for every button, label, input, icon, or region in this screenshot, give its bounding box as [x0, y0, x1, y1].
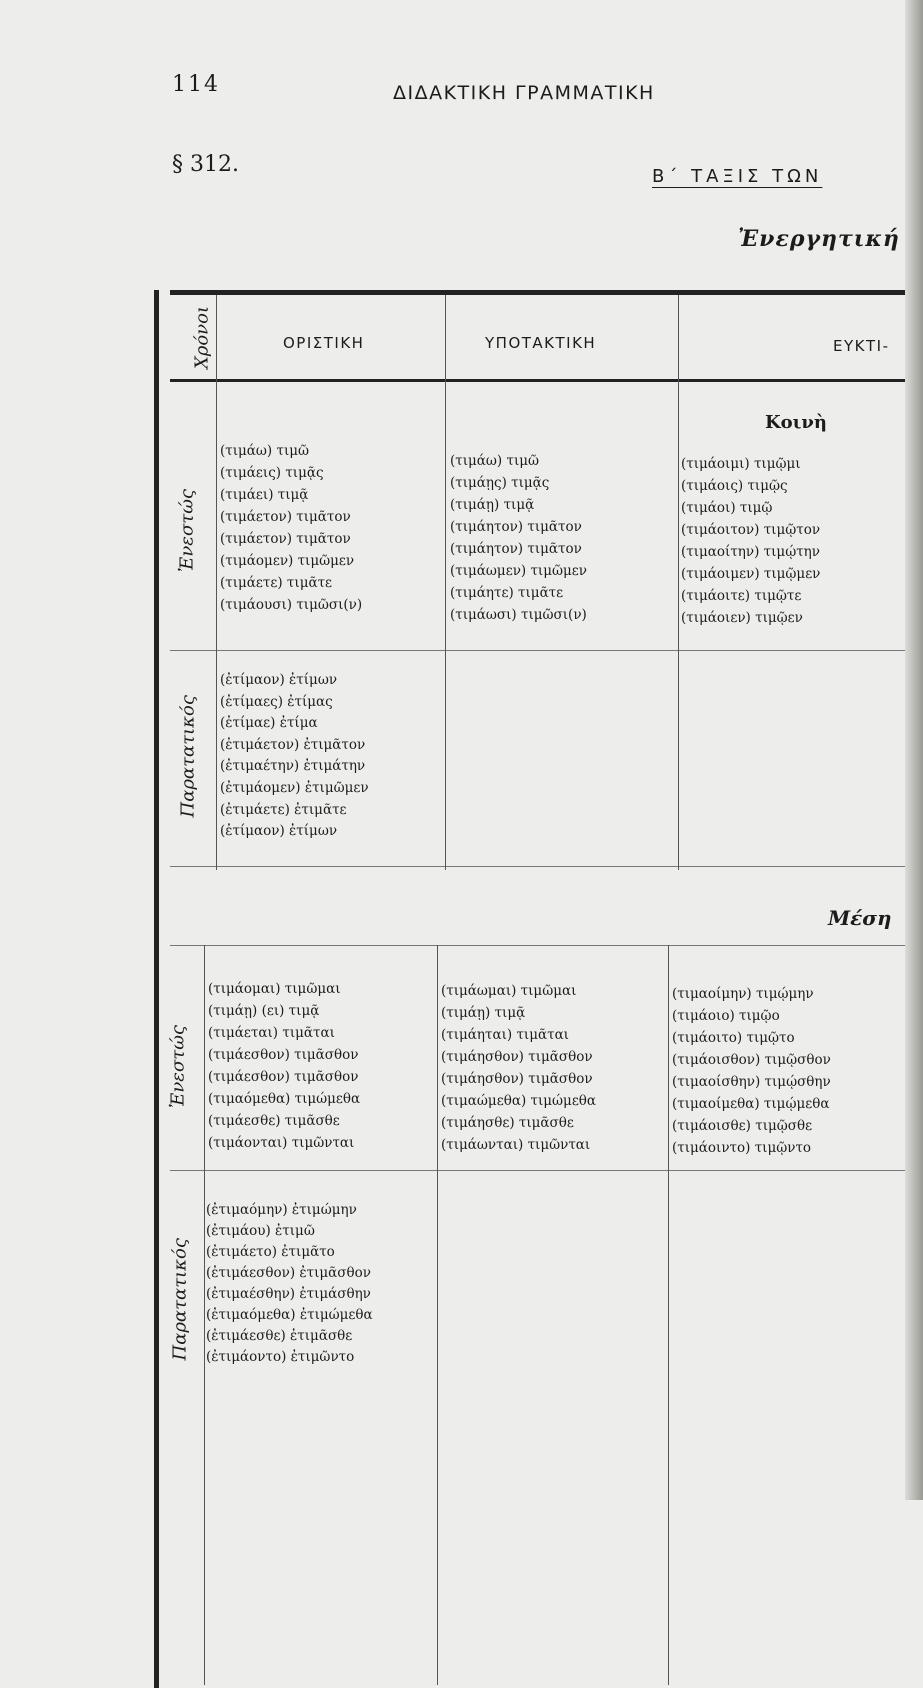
list-item: (τιμάουσι) τιμῶσι(ν)	[220, 597, 363, 613]
list-item: (τιμάονται) τιμῶνται	[208, 1135, 355, 1151]
list-item: (τιμάοισθον) τιμῷσθον	[672, 1052, 831, 1068]
list-item: (ἐτίμαον) ἐτίμων	[220, 823, 338, 840]
tense-label-active-present: Ἐνεστώς	[176, 489, 198, 572]
list-item: (τιμάησθον) τιμᾶσθον	[441, 1071, 593, 1087]
chapter-title	[652, 166, 822, 187]
list-item: (τιμάησθον) τιμᾶσθον	[441, 1049, 593, 1065]
list-item: (ἐτιμαέτην) ἐτιμάτην	[220, 758, 366, 775]
list-item: (τιμάητον) τιμᾶτον	[450, 519, 582, 535]
list-item: (τιμάωσι) τιμῶσι(ν)	[450, 607, 587, 623]
page-edge-shadow	[905, 0, 923, 1500]
list-item: (τιμάητε) τιμᾶτε	[450, 585, 564, 601]
col-header-optative: ΕΥΚΤΙ-	[833, 337, 890, 355]
list-item: (ἐτίμαε) ἐτίμα	[220, 715, 318, 732]
col-header-indicative: ΟΡΙΣΤΙΚΗ	[283, 334, 365, 352]
list-item: (τιμάετον) τιμᾶτον	[220, 509, 351, 525]
list-item: (τιμάησθε) τιμᾶσθε	[441, 1115, 574, 1131]
list-item: (τιμάοιντο) τιμῷντο	[672, 1140, 812, 1156]
col-rule-3	[678, 295, 679, 870]
list-item: (τιμάοιο) τιμῷο	[672, 1008, 780, 1024]
list-item: (ἐτιμαόμην) ἐτιμώμην	[206, 1202, 357, 1218]
list-item: (τιμάεσθον) τιμᾶσθον	[208, 1047, 359, 1063]
list-item: (ἐτιμάετε) ἐτιμᾶτε	[220, 801, 347, 818]
list-item: (τιμάεις) τιμᾷς	[220, 465, 324, 481]
list-item: (τιμαοίσθην) τιμῴσθην	[672, 1074, 831, 1090]
list-item: (τιμάομεν) τιμῶμεν	[220, 553, 355, 569]
list-item: (τιμάοιτο) τιμῷτο	[672, 1030, 795, 1046]
list-item: (τιμάω) τιμῶ	[220, 443, 310, 459]
list-item: (τιμάω) τιμῶ	[450, 453, 540, 469]
list-item: (τιμάει) τιμᾷ	[220, 487, 309, 503]
active-present-subjunctive	[450, 450, 587, 626]
col-rule-2	[445, 295, 446, 870]
middle-present-subjunctive	[441, 980, 596, 1156]
subheading-common: Κοινὴ	[765, 412, 827, 433]
row-rule-3	[170, 945, 905, 946]
list-item: (ἐτιμάομεν) ἐτιμῶμεν	[220, 779, 369, 796]
subheading-middle: Μέση	[828, 906, 892, 930]
list-item: (τιμάοι) τιμῷ	[681, 500, 773, 516]
list-item: (τιμάοιμεν) τιμῷμεν	[681, 566, 821, 582]
list-item: (τιμάοισθε) τιμῷσθε	[672, 1118, 813, 1134]
list-item: (ἐτιμαόμεθα) ἐτιμώμεθα	[206, 1307, 373, 1323]
tense-label-middle-imperfect: Παρατατικός	[169, 1238, 191, 1361]
list-item: (τιμαοίμην) τιμῴμην	[672, 986, 814, 1002]
active-imperfect-indicative	[220, 670, 369, 843]
list-item: (τιμάωμεν) τιμῶμεν	[450, 563, 587, 579]
left-border	[154, 290, 159, 1688]
list-item: (ἐτιμάετον) ἐτιμᾶτον	[220, 736, 366, 753]
list-item: (ἐτίμαες) ἐτίμας	[220, 693, 333, 710]
list-item: (ἐτιμαέσθην) ἐτιμάσθην	[206, 1286, 371, 1302]
list-item: (ἐτιμάεσθον) ἐτιμᾶσθον	[206, 1265, 371, 1281]
list-item: (τιμάεται) τιμᾶται	[208, 1025, 335, 1041]
list-item: (ἐτιμάεσθε) ἐτιμᾶσθε	[206, 1328, 353, 1344]
list-item: (τιμάοιτον) τιμῷτον	[681, 522, 821, 538]
list-item: (τιμάομαι) τιμῶμαι	[208, 981, 341, 997]
section-number: § 312.	[172, 152, 239, 177]
row-rule-4	[170, 1170, 905, 1171]
list-item: (τιμάοιμι) τιμῷμι	[681, 456, 801, 472]
active-present-optative	[681, 453, 820, 629]
col-rule-2b	[437, 945, 438, 1685]
list-item: (τιμαόμεθα) τιμώμεθα	[208, 1091, 361, 1107]
list-item: (τιμάεσθον) τιμᾶσθον	[208, 1069, 359, 1085]
list-item: (τιμάοιτε) τιμῷτε	[681, 588, 802, 604]
list-item: (ἐτίμαον) ἐτίμων	[220, 672, 338, 688]
active-present-indicative	[220, 440, 362, 616]
list-item: (τιμαοίμεθα) τιμῴμεθα	[672, 1096, 830, 1112]
tense-label-active-imperfect: Παρατατικός	[177, 695, 199, 818]
list-item: (ἐτιμάου) ἐτιμῶ	[206, 1223, 315, 1239]
voice-heading: Ἐνεργητική	[738, 226, 900, 252]
list-item: (τιμάῃς) τιμᾷς	[450, 475, 550, 491]
table-top-rule	[170, 290, 905, 295]
col-header-subjunctive: ΥΠΟΤΑΚΤΙΚΗ	[485, 334, 597, 352]
col-rule-1b	[204, 945, 205, 1685]
list-item: (τιμάετον) τιμᾶτον	[220, 531, 351, 547]
running-head: ΔΙΔΑΚΤΙΚΗ ΓΡΑΜΜΑΤΙΚΗ	[393, 82, 655, 104]
list-item: (τιμαώμεθα) τιμώμεθα	[441, 1093, 597, 1109]
list-item: (ἐτιμάοντο) ἐτιμῶντο	[206, 1349, 355, 1365]
chapter-title-text: Β΄ ΤΑΞΙΣ ΤΩΝ	[652, 166, 823, 187]
col-rule-3b	[668, 945, 669, 1685]
list-item: (τιμάῃ) τιμᾷ	[450, 497, 535, 513]
list-item: (τιμάωμαι) τιμῶμαι	[441, 983, 577, 999]
list-item: (τιμαοίτην) τιμῴτην	[681, 544, 820, 560]
row-rule-1	[170, 650, 905, 651]
list-item: (τιμάεσθε) τιμᾶσθε	[208, 1113, 340, 1129]
row-rule-2	[170, 866, 905, 867]
middle-present-optative	[672, 983, 831, 1159]
list-item: (τιμάῃ) (ει) τιμᾷ	[208, 1003, 320, 1019]
middle-present-indicative	[208, 978, 360, 1154]
list-item: (τιμάετε) τιμᾶτε	[220, 575, 333, 591]
list-item: (τιμάηται) τιμᾶται	[441, 1027, 569, 1043]
list-item: (ἐτιμάετο) ἐτιμᾶτο	[206, 1244, 335, 1260]
table-header-rule	[170, 379, 905, 382]
list-item: (τιμάῃ) τιμᾷ	[441, 1005, 526, 1021]
tense-label-middle-present: Ἐνεστώς	[167, 1025, 189, 1108]
list-item: (τιμάητον) τιμᾶτον	[450, 541, 582, 557]
list-item: (τιμάοιεν) τιμῷεν	[681, 610, 803, 626]
list-item: (τιμάοις) τιμῷς	[681, 478, 788, 494]
list-item: (τιμάωνται) τιμῶνται	[441, 1137, 591, 1153]
corner-label: Χρόνοι	[191, 305, 213, 370]
page-number: 114	[172, 72, 220, 97]
col-rule-1	[216, 295, 217, 870]
middle-imperfect-indicative	[206, 1200, 373, 1368]
